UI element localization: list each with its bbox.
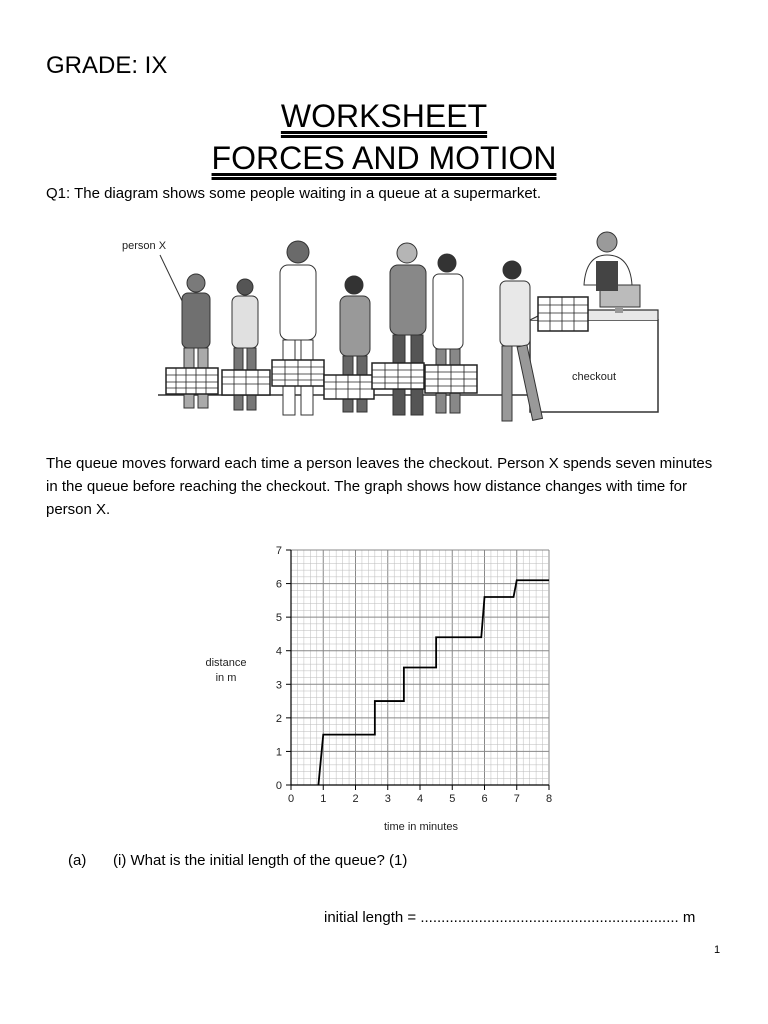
worksheet-title: WORKSHEET <box>280 98 488 134</box>
person-x-label: person X <box>122 240 167 252</box>
distance-series-line <box>318 580 549 785</box>
queue-person-5 <box>372 243 426 415</box>
y-tick-label: 2 <box>275 712 282 725</box>
page-number: 1 <box>714 944 721 956</box>
y-tick-label: 1 <box>275 746 282 759</box>
x-tick-label: 7 <box>513 793 520 805</box>
checkout-label: checkout <box>572 371 617 383</box>
x-tick-label: 0 <box>287 793 295 805</box>
x-tick-label: 5 <box>449 793 456 805</box>
x-tick-label: 1 <box>320 793 327 805</box>
queue-person-3 <box>272 241 324 415</box>
person-x-figure <box>166 274 218 408</box>
y-tick-label: 6 <box>275 578 282 591</box>
checkout-counter <box>530 320 658 412</box>
y-tick-label: 0 <box>275 780 282 792</box>
grade-label: GRADE: IX <box>46 52 168 79</box>
y-axis-label-line-2: in m <box>215 672 237 684</box>
part-a-label: (a) <box>68 852 87 869</box>
x-axis-label: time in minutes <box>384 821 458 833</box>
queue-person-2 <box>222 279 270 410</box>
y-tick-label: 4 <box>275 645 282 658</box>
x-tick-label: 8 <box>545 793 553 805</box>
queue-person-6 <box>425 254 477 413</box>
y-axis-label-line-1: distance <box>205 657 247 669</box>
y-tick-label: 3 <box>275 679 282 692</box>
x-tick-label: 4 <box>416 793 424 805</box>
y-tick-label: 5 <box>275 612 282 625</box>
queue-person-4 <box>324 276 374 412</box>
cashier-figure <box>584 232 632 291</box>
worksheet-subtitle: FORCES AND MOTION <box>211 140 557 176</box>
x-tick-label: 3 <box>384 793 391 805</box>
x-tick-label: 6 <box>481 793 488 805</box>
queue-description: The queue moves forward each time a person leaves the checkout. Person X spends seven minutes in the queue before reaching the checkout. The graph shows how distance changes with time for person X. <box>46 455 713 518</box>
initial-length-answer-line: initial length = .............................................................. m <box>324 909 696 926</box>
part-a-question: (i) What is the initial length of the queue? (1) <box>113 852 408 869</box>
x-tick-label: 2 <box>352 793 359 805</box>
queue-illustration <box>110 225 670 435</box>
distance-time-chart <box>190 540 570 840</box>
question-1-text: Q1: The diagram shows some people waiting in a queue at a supermarket. <box>46 185 541 202</box>
y-tick-label: 7 <box>275 545 282 557</box>
